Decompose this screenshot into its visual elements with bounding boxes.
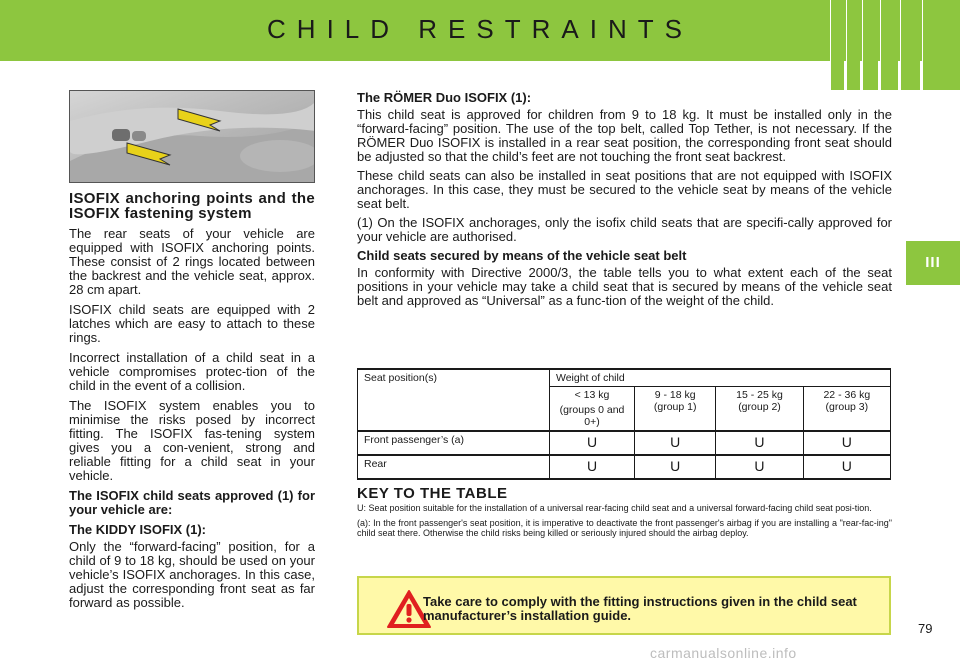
section-tab: III <box>906 241 960 285</box>
right-column <box>357 91 892 313</box>
paragraph: Incorrect installation of a child seat in a vehicle compromises protec-tion of the child in the event of a collision. <box>69 350 315 393</box>
paragraph: (1) On the ISOFIX anchorages, only the isofix child seats that are specifi-cally approved for your vehicle are authorised. <box>357 215 892 244</box>
table-header-seat: Seat position(s) <box>358 369 550 431</box>
table-cell: U <box>803 455 890 479</box>
paragraph: The rear seats of your vehicle are equipped with ISOFIX anchoring points. These consist of 2 rings located between the backrest and the vehicle seat, approx. 28 cm apart. <box>69 226 315 297</box>
left-column <box>69 191 315 616</box>
key-a-text: (a): In the front passenger's seat position, it is imperative to deactivate the front passenger's airbag if you are installing a "rear-fac-ing" child seat there. Otherwise the child risks being killed or seriously injured should the airbag deploy. <box>357 518 892 538</box>
paragraph: This child seat is approved for children from 9 to 18 kg. It must be installed only in the “forward-facing” position. The use of the top belt, called Top Tether, is not necessary. If the RÖMER Duo ISOFIX is installed in a rear seat position, the corresponding front seat should be adjusted so that the child’s feet are not touching the front seat backrest. <box>357 107 892 164</box>
paragraph: Only the “forward-facing” position, for a child of 9 to 18 kg, should be used on your vehicle’s ISOFIX anchorages. In this case, adjust the corresponding front seat as far forward as possible. <box>69 539 315 610</box>
approved-heading: The ISOFIX child seats approved (1) for your vehicle are: <box>69 488 315 517</box>
warning-box <box>357 576 891 635</box>
weight-group: 9 - 18 kg (group 1) <box>635 387 716 432</box>
isofix-seat-photo <box>69 90 315 183</box>
kiddy-heading: The KIDDY ISOFIX (1): <box>69 522 206 537</box>
table-cell: U <box>635 431 716 455</box>
header-stripes <box>830 0 960 90</box>
paragraph: These child seats can also be installed in seat positions that are not equipped with ISOFIX anchorages. In this case, they must be secured to the vehicle seat by means of the vehicle seat belt. <box>357 168 892 211</box>
weight-group: 22 - 36 kg (group 3) <box>803 387 890 432</box>
page-number: 79 <box>918 621 933 636</box>
belt-heading: Child seats secured by means of the vehicle seat belt <box>357 248 687 263</box>
table-cell: U <box>550 455 635 479</box>
seat-illustration <box>70 91 315 183</box>
row-label: Rear <box>358 455 550 479</box>
paragraph: The ISOFIX system enables you to minimise the risks posed by incorrect fitting. The ISOFIX fas-tening system gives you a con-venient, strong and reliable fitting for a child seat in your vehicle. <box>69 398 315 483</box>
page-title: CHILD RESTRAINTS <box>267 14 693 44</box>
key-text <box>357 503 892 543</box>
paragraph: ISOFIX child seats are equipped with 2 latches which are easy to attach to these rings. <box>69 302 315 345</box>
row-label: Front passenger’s (a) <box>358 431 550 455</box>
seat-position-table <box>357 368 891 480</box>
header-bar <box>0 0 960 61</box>
watermark: carmanualsonline.info <box>650 645 797 661</box>
table-header-weight: Weight of child <box>550 369 891 387</box>
table-row <box>358 455 891 479</box>
weight-group: < 13 kg (groups 0 and 0+) <box>550 387 635 432</box>
weight-group: 15 - 25 kg (group 2) <box>716 387 803 432</box>
table-cell: U <box>716 431 803 455</box>
romer-heading: The RÖMER Duo ISOFIX (1): <box>357 90 532 105</box>
table-cell: U <box>635 455 716 479</box>
table-row <box>358 431 891 455</box>
key-u-text: U: Seat position suitable for the installation of a universal rear-facing child seat and a universal forward-facing child seat posi-tion. <box>357 503 872 513</box>
isofix-heading: ISOFIX anchoring points and the ISOFIX fastening system <box>69 190 315 222</box>
table-cell: U <box>803 431 890 455</box>
table-cell: U <box>550 431 635 455</box>
paragraph: In conformity with Directive 2000/3, the table tells you to what extent each of the seat positions in your vehicle may take a child seat that is secured by means of the vehicle seat belt and approved as “Universal” as a func-tion of the weight of the child. <box>357 265 892 308</box>
table-cell: U <box>716 455 803 479</box>
warning-text: Take care to comply with the fitting instructions given in the child seat manufacturer’s installation guide. <box>423 594 857 623</box>
key-title: KEY TO THE TABLE <box>357 485 508 502</box>
